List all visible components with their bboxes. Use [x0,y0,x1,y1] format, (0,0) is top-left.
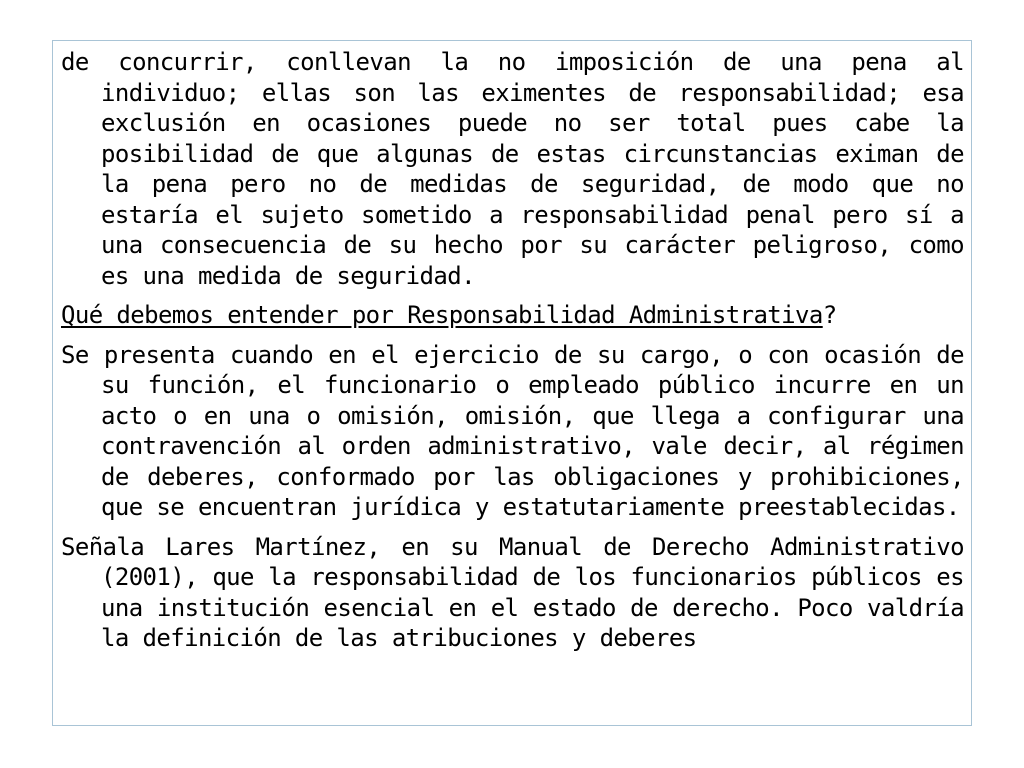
slide-frame [52,40,972,726]
paragraph-eximentes: de concurrir, conllevan la no imposición de una pena al individuo; ellas son las eximentes de responsabilidad; esa exclusión en ocasiones puede no ser total pues cabe la posibilidad de que algunas de estas circunstancias eximan de la pena pero no de medidas de seguridad, de modo que no estaría el sujeto sometido a responsabilidad penal pero sí a una consecuencia de su hecho por su carácter peligroso, como es una medida de seguridad. [61,48,964,290]
slide-content [61,47,964,663]
paragraph-lares-martinez: Señala Lares Martínez, en su Manual de Derecho Administrativo (2001), que la responsabilidad de los funcionarios públicos es una institución esencial en el estado de derecho. Poco valdría la definición de las atribuciones y deberes [61,532,964,652]
question-heading [61,300,964,331]
paragraph-definition: Se presenta cuando en el ejercicio de su cargo, o con ocasión de su función, el funcionario o empleado público incurre en un acto o en una o omisión, omisión, que llega a configurar una contravención al orden administrativo, vale decir, al régimen de deberes, conformado por las obligaciones y prohibiciones, que se encuentran jurídica y estatutariamente preestablecidas. [61,340,964,521]
question-mark: ? [822,301,837,329]
question-underlined-text: Qué debemos entender por Responsabilidad Administrativa [61,301,823,329]
